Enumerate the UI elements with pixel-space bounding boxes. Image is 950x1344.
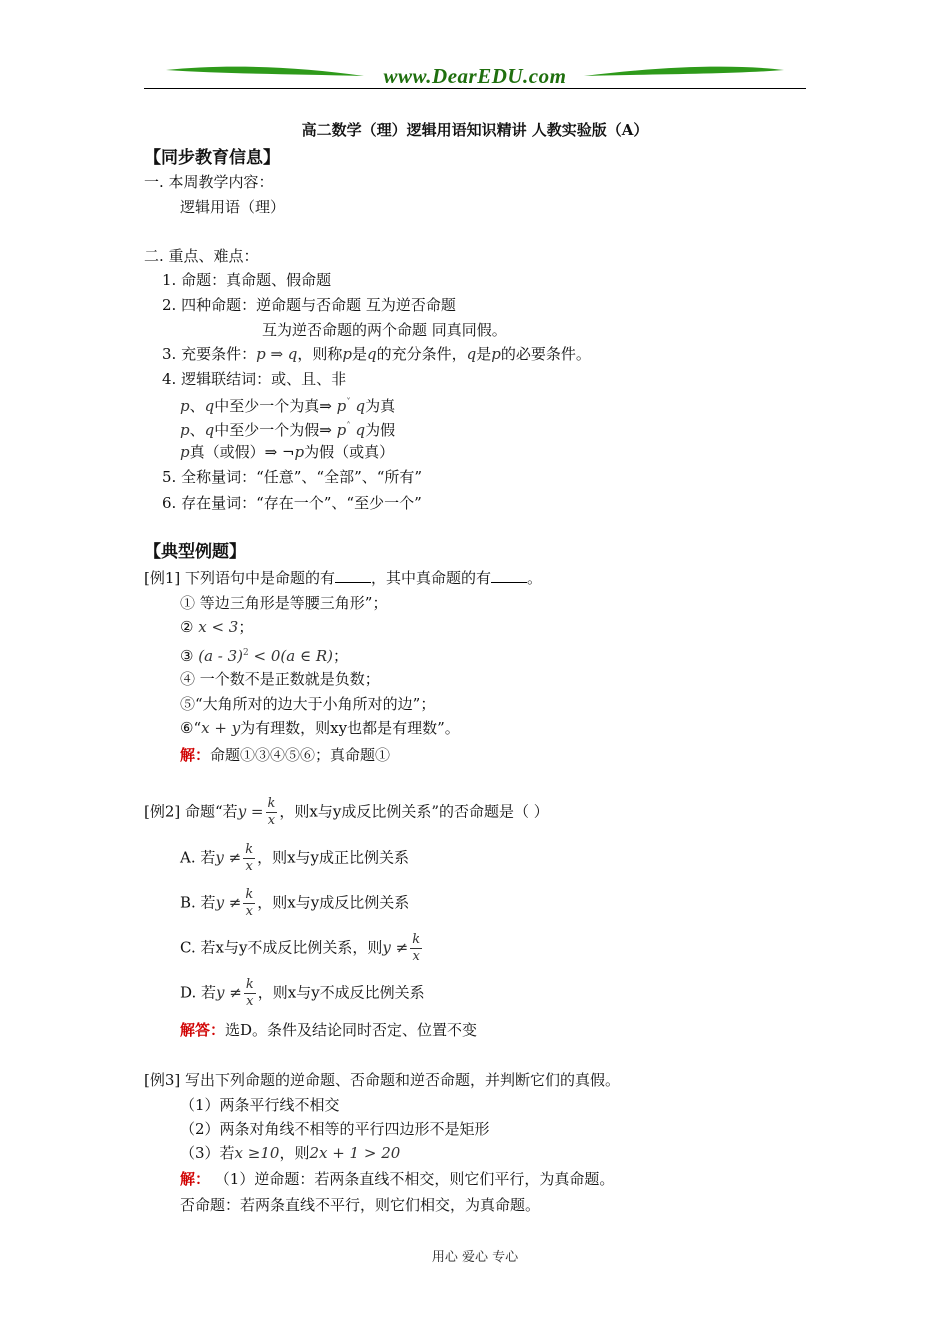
fraction-denominator: x	[266, 812, 278, 829]
key-points-heading: 二. 重点、难点：	[144, 247, 259, 265]
weekly-content-heading: 一. 本周教学内容：	[144, 173, 274, 191]
math-superscript: 2	[243, 648, 249, 658]
fraction-numerator: k	[245, 887, 254, 902]
example-2-answer	[180, 1020, 477, 1040]
fraction-k-over-x	[266, 796, 278, 829]
fraction-denominator: x	[244, 993, 256, 1010]
key-point-6: 6. 存在量词：“存在一个”、“至少一个”	[162, 494, 422, 512]
page-header	[144, 62, 806, 92]
fraction-k-over-x	[244, 977, 256, 1010]
math-expression: y ≠	[382, 938, 409, 957]
example-2-option-a	[180, 842, 409, 875]
key-point-5: 5. 全称量词：“任意”、“全部”、“所有”	[162, 468, 423, 486]
site-logo-text[interactable]: www.DearEDU.com	[383, 64, 567, 88]
text-fragment: B. 若	[180, 893, 216, 912]
math-q: q	[367, 345, 377, 363]
key-point-4: 4. 逻辑联结词：或、且、非	[162, 370, 347, 388]
math-q: q	[204, 397, 215, 415]
text-fragment: [例1] 下列语句中是命题的有	[144, 569, 336, 587]
key-point-2: 2. 四种命题：逆命题与否命题 互为逆否命题	[162, 296, 456, 314]
fraction-k-over-x	[243, 887, 255, 920]
header-divider	[144, 88, 806, 89]
fraction-denominator: x	[243, 903, 255, 920]
fraction-denominator: x	[243, 858, 255, 875]
example-2-option-c	[180, 932, 424, 965]
text-fragment: 是	[352, 345, 368, 363]
document-title: 高二数学（理）逻辑用语知识精讲 人教实验版（A）	[301, 121, 649, 139]
text-fragment: 的充分条件，	[376, 345, 467, 363]
math-q: q	[466, 345, 477, 363]
math-implies: p ⇒ q	[256, 345, 298, 363]
answer-blank	[491, 570, 527, 583]
text-fragment: ，则称	[297, 345, 343, 363]
text-fragment: ；	[333, 647, 349, 665]
answer-text: 选D。条件及结论同时否定、位置不变	[225, 1021, 478, 1039]
math-q: q	[355, 397, 366, 415]
example-3-part-2: （2）两条对角线不相等的平行四边形不是矩形	[180, 1120, 490, 1138]
example-3-part-3	[180, 1143, 400, 1163]
text-fragment: ，其中真命题的有	[371, 569, 492, 587]
example-1-option-1: ① 等边三角形是等腰三角形”；	[180, 594, 388, 612]
math-p: p	[180, 421, 190, 439]
page-footer: 用心 爱心 专心	[431, 1250, 519, 1265]
example-3-question: [例3] 写出下列命题的逆命题、否命题和逆否命题，并判断它们的真假。	[144, 1071, 621, 1089]
text-fragment: ②	[180, 618, 194, 636]
logic-or-rule	[180, 393, 395, 416]
text-fragment: 是	[476, 345, 492, 363]
math-expression: y ≠	[215, 893, 242, 912]
math-expression: (a - 3)	[198, 647, 244, 665]
example-2-option-d	[180, 977, 425, 1010]
fraction-numerator: k	[412, 932, 421, 947]
fraction-numerator: k	[267, 796, 276, 811]
math-expression: x + y	[201, 719, 241, 737]
text-fragment: ，则	[279, 1144, 310, 1162]
text-fragment: 的必要条件。	[500, 345, 591, 363]
text-fragment: D. 若	[180, 983, 217, 1002]
math-expression: y ≠	[215, 848, 242, 867]
text-fragment: 。	[527, 569, 543, 587]
text-fragment: （3）若	[180, 1144, 235, 1162]
example-3-answer	[180, 1169, 614, 1189]
example-2-question	[144, 796, 549, 829]
example-1-option-3	[180, 643, 348, 666]
text-fragment: ③	[180, 647, 194, 665]
math-q: q	[355, 421, 366, 439]
text-fragment: A. 若	[180, 848, 216, 867]
weekly-content-text: 逻辑用语（理）	[180, 198, 286, 216]
math-p: p	[491, 345, 501, 363]
text-fragment: 为假（或真）	[304, 443, 395, 461]
text-fragment: 、	[189, 397, 205, 415]
example-3-part-1: （1）两条平行线不相交	[180, 1096, 340, 1114]
text-fragment: C. 若x与y不成反比例关系，则	[180, 938, 383, 957]
math-expression: 2x + 1 > 20	[309, 1144, 401, 1162]
math-p: p	[294, 443, 305, 461]
answer-label: 解答：	[180, 1021, 226, 1039]
math-and-symbol: ˄	[346, 422, 351, 432]
logic-not-rule	[180, 442, 394, 462]
fraction-numerator: k	[245, 977, 254, 992]
fraction-k-over-x	[410, 932, 422, 965]
math-p: p	[342, 345, 353, 363]
examples-heading: 【典型例题】	[144, 542, 246, 562]
logic-and-rule	[180, 417, 395, 440]
text-fragment: ，则x与y成反比例关系”的否命题是（ ）	[279, 802, 549, 821]
text-fragment: 为有理数，则xy也都是有理数”。	[240, 719, 460, 737]
fraction-numerator: k	[245, 842, 254, 857]
math-expression: x < 3	[198, 618, 239, 636]
sync-info-heading: 【同步教育信息】	[144, 148, 280, 168]
example-1-option-6	[180, 718, 460, 738]
example-3-answer-cont: 否命题：若两条直线不平行，则它们相交，为真命题。	[180, 1196, 541, 1214]
text-fragment: ，则x与y成反比例关系	[257, 893, 410, 912]
math-or-symbol: ˅	[346, 398, 351, 408]
text-fragment: 真（或假）⇒ ¬	[189, 443, 295, 461]
text-fragment: 中至少一个为真⇒	[214, 397, 332, 415]
example-2-option-b	[180, 887, 409, 920]
key-point-2-cont: 互为逆否命题的两个命题 同真同假。	[262, 321, 507, 339]
math-p: p	[180, 443, 190, 461]
answer-blank	[335, 570, 371, 583]
answer-label: 解：	[180, 746, 211, 764]
text-fragment: [例2] 命题“若	[144, 802, 238, 821]
example-1-answer	[180, 745, 390, 765]
fraction-denominator: x	[410, 948, 422, 965]
example-1-option-5: ⑤“大角所对的边大于小角所对的边”；	[180, 695, 436, 713]
text-fragment: ；	[238, 618, 254, 636]
math-p: p	[336, 421, 347, 439]
answer-text: 命题①③④⑤⑥；真命题①	[210, 746, 391, 764]
example-1-option-4: ④ 一个数不是正数就是负数；	[180, 670, 380, 688]
math-expression: < 0(a ∈ R)	[248, 647, 333, 665]
math-expression: y =	[237, 802, 264, 821]
text-fragment: 为假	[365, 421, 396, 439]
math-q: q	[204, 421, 215, 439]
answer-label: 解：	[180, 1170, 211, 1188]
math-expression: x ≥10	[234, 1144, 280, 1162]
text-fragment: ⑥“	[180, 719, 202, 737]
key-point-3	[162, 344, 591, 364]
key-point-3-label: 3. 充要条件：	[162, 345, 257, 363]
text-fragment: ，则x与y成正比例关系	[257, 848, 410, 867]
math-p: p	[336, 397, 347, 415]
text-fragment: ，则x与y不成反比例关系	[257, 983, 425, 1002]
math-expression: y ≠	[216, 983, 242, 1002]
example-1-question	[144, 568, 542, 588]
math-p: p	[180, 397, 190, 415]
example-1-option-2	[180, 617, 253, 637]
text-fragment: 中至少一个为假⇒	[214, 421, 332, 439]
text-fragment: 为真	[365, 397, 396, 415]
fraction-k-over-x	[243, 842, 255, 875]
answer-text: （1）逆命题：若两条直线不相交，则它们平行，为真命题。	[214, 1170, 615, 1188]
key-point-1: 1. 命题：真命题、假命题	[162, 271, 332, 289]
text-fragment: 、	[189, 421, 205, 439]
